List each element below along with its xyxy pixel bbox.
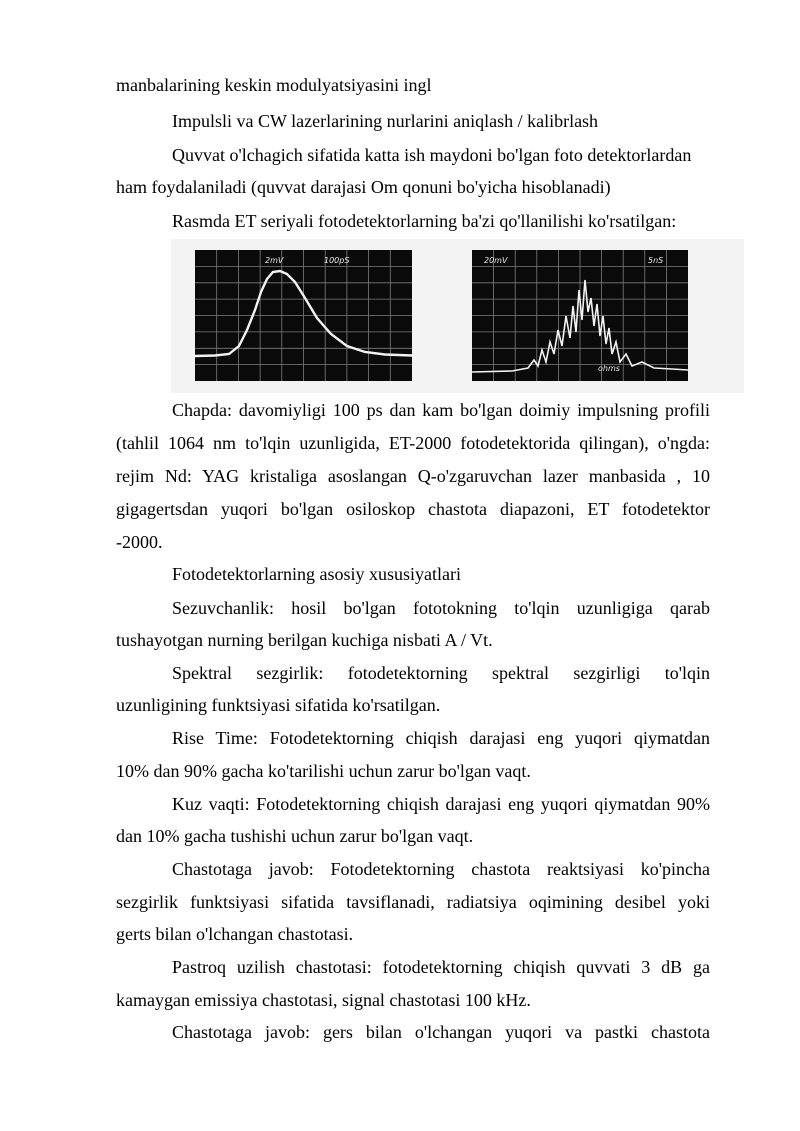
text-line: Chastotaga javob: gers bilan o'lchangan yuqori va pastki chastota [172,1022,710,1042]
text-line: tushayotgan nurning berilgan kuchiga nisbati A / Vt. [116,630,493,650]
laser-signal-trace-graphic [472,250,688,381]
text-line: Spektral sezgirlik: fotodetektorning spektral sezgirligi to'lqin [172,663,710,683]
text-line: Chastotaga javob: Fotodetektorning chastota reaktsiyasi ko'pincha [172,859,710,879]
text-line: Quvvat o'lchagich sifatida katta ish maydoni bo'lgan foto detektorlardan [172,145,692,165]
text-line: rejim Nd: YAG kristaliga asoslangan Q-o'zgaruvchan lazer manbasida , 10 [116,466,710,486]
text-line: Sezuvchanlik: hosil bo'lgan fototokning to'lqin uzunligiga qarab [172,598,710,618]
text-line: Rasmda ET seriyali fotodetektorlarning ba'zi qo'llanilishi ko'rsatilgan: [172,211,677,231]
text-line: Pastroq uzilish chastotasi: fotodetektorning chiqish quvvati 3 dB ga [172,957,710,977]
right-scope-label-voltage: 20mV [484,256,508,265]
section-heading: Fotodetektorlarning asosiy xususiyatlari [172,564,461,584]
left-scope-label-time: 100pS [324,256,350,265]
text-line: manbalarining keskin modulyatsiyasini ingl [116,75,432,95]
text-line: kamaygan emissiya chastotasi, signal chastotasi 100 kHz. [116,990,531,1010]
left-oscilloscope-image [195,250,412,381]
text-line: uzunligining funktsiyasi sifatida ko'rsatilgan. [116,695,441,715]
right-scope-label-impedance: ohms [598,364,620,373]
text-line: dan 10% gacha tushishi uchun zarur bo'lgan vaqt. [116,826,474,846]
text-line: gigagertsdan yuqori bo'lgan osiloskop chastota diapazoni, ET fotodetektor [116,499,710,519]
text-line: (tahlil 1064 nm to'lqin uzunligida, ET-2000 fotodetektorida qilingan), o'ngda: [116,433,710,453]
text-line: 10% dan 90% gacha ko'tarilishi uchun zarur bo'lgan vaqt. [116,761,531,781]
right-oscilloscope-image [472,250,688,381]
text-line: gerts bilan o'lchangan chastotasi. [116,924,354,944]
text-line: Chapda: davomiyligi 100 ps dan kam bo'lgan doimiy impulsning profili [172,400,710,420]
text-line: Rise Time: Fotodetektorning chiqish darajasi eng yuqori qiymatdan [172,728,710,748]
text-line: sezgirlik funktsiyasi sifatida tavsiflanadi, radiatsiya oqimining desibel yoki [116,892,710,912]
text-line: -2000. [116,532,163,552]
pulse-trace-graphic [195,250,412,381]
text-line: ham foydalaniladi (quvvat darajasi Om qonuni bo'yicha hisoblanadi) [116,177,611,197]
text-line: Impulsli va CW lazerlarining nurlarini aniqlash / kalibrlash [172,111,599,131]
text-line: Kuz vaqti: Fotodetektorning chiqish darajasi eng yuqori qiymatdan 90% [172,794,710,814]
left-scope-label-voltage: 2mV [265,256,284,265]
right-scope-label-time: 5nS [648,256,664,265]
